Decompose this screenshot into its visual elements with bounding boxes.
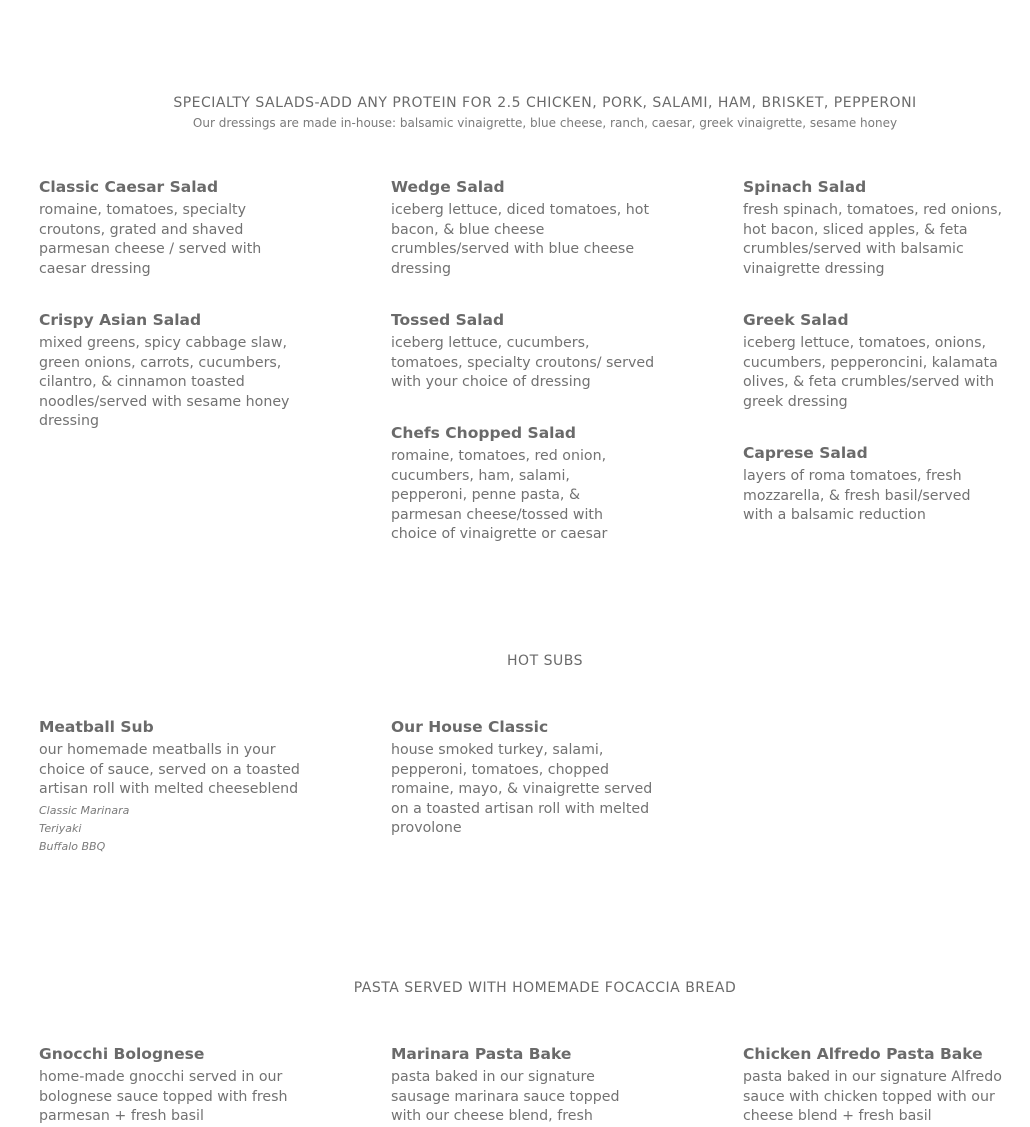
item-description: layers of roma tomatoes, fresh mozzarella, & fresh basil/served with a balsamic reduction [743,468,971,523]
item-description: home-made gnocchi served in our bolognese sauce topped with fresh parmesan + fresh basil [39,1069,288,1124]
menu-item-spinach-salad [743,177,1005,279]
item-description: mixed greens, spicy cabbage slaw, green onions, carrots, cucumbers, cilantro, & cinnamon toasted noodles/served with sesame honey dressing [39,335,290,429]
item-name: Gnocchi Bolognese [39,1045,205,1063]
menu-item-chicken-alfredo-pasta-bake [743,1044,1008,1127]
item-name: Greek Salad [743,311,849,329]
item-description: romaine, tomatoes, red onion, cucumbers, ham, salami, pepperoni, penne pasta, & parmesan cheese/tossed with choice of vinaigrette or caesar [391,448,608,542]
sauce-option: Classic Marinara [39,803,130,817]
menu-item-meatball-sub [39,717,309,856]
item-name: Classic Caesar Salad [39,178,219,196]
menu-item-classic-caesar-salad [39,177,309,279]
menu-item-wedge-salad [391,177,661,279]
item-name: Our House Classic [391,718,549,736]
item-description: house smoked turkey, salami, pepperoni, tomatoes, chopped romaine, mayo, & vinaigrette served on a toasted artisan roll with melted provolone [391,742,653,836]
item-description: pasta baked in our signature Alfredo sauce with chicken topped with our cheese blend + fresh basil [743,1069,1002,1124]
item-description: iceberg lettuce, diced tomatoes, hot bacon, & blue cheese crumbles/served with blue cheese dressing [391,202,650,277]
item-description: romaine, tomatoes, specialty croutons, grated and shaved parmesan cheese / served with caesar dressing [39,202,262,277]
item-description: iceberg lettuce, cucumbers, tomatoes, specialty croutons/ served with your choice of dressing [391,335,655,390]
menu-item-chefs-chopped-salad [391,423,631,545]
item-name: Caprese Salad [743,444,868,462]
hot-subs-section-title: HOT SUBS [507,653,583,669]
item-name: Meatball Sub [39,718,154,736]
item-description: pasta baked in our signature sausage marinara sauce topped with our cheese blend, fresh [391,1069,620,1124]
menu-item-caprese-salad [743,443,993,526]
item-name: Chicken Alfredo Pasta Bake [743,1045,983,1063]
item-description: iceberg lettuce, tomatoes, onions, cucumbers, pepperoncini, kalamata olives, & feta crumbles/served with greek dressing [743,335,998,410]
menu-item-marinara-pasta-bake [391,1044,636,1127]
menu-item-greek-salad [743,310,1007,412]
menu-item-crispy-asian-salad [39,310,309,432]
item-name: Tossed Salad [391,311,505,329]
pasta-section-title: PASTA SERVED WITH HOMEMADE FOCACCIA BREAD [353,980,737,996]
menu-item-our-house-classic [391,717,656,839]
salads-section-title: SPECIALTY SALADS-ADD ANY PROTEIN FOR 2.5 CHICKEN, PORK, SALAMI, HAM, BRISKET, PEPPERONI [173,95,917,111]
item-description: our homemade meatballs in your choice of sauce, served on a toasted artisan roll with melted cheeseblend [39,742,300,797]
item-description: fresh spinach, tomatoes, red onions, hot bacon, sliced apples, & feta crumbles/served with balsamic vinaigrette dressing [743,202,1003,277]
sauce-option: Buffalo BBQ [39,839,106,853]
item-name: Spinach Salad [743,178,867,196]
dressings-note: Our dressings are made in-house: balsamic vinaigrette, blue cheese, ranch, caesar, greek vinaigrette, sesame honey [192,116,898,130]
item-name: Marinara Pasta Bake [391,1045,572,1063]
sauce-option: Teriyaki [39,821,82,835]
item-name: Wedge Salad [391,178,505,196]
sauce-options [39,802,309,856]
menu-item-gnocchi-bolognese [39,1044,309,1127]
menu-item-tossed-salad [391,310,661,393]
item-name: Chefs Chopped Salad [391,424,577,442]
item-name: Crispy Asian Salad [39,311,202,329]
